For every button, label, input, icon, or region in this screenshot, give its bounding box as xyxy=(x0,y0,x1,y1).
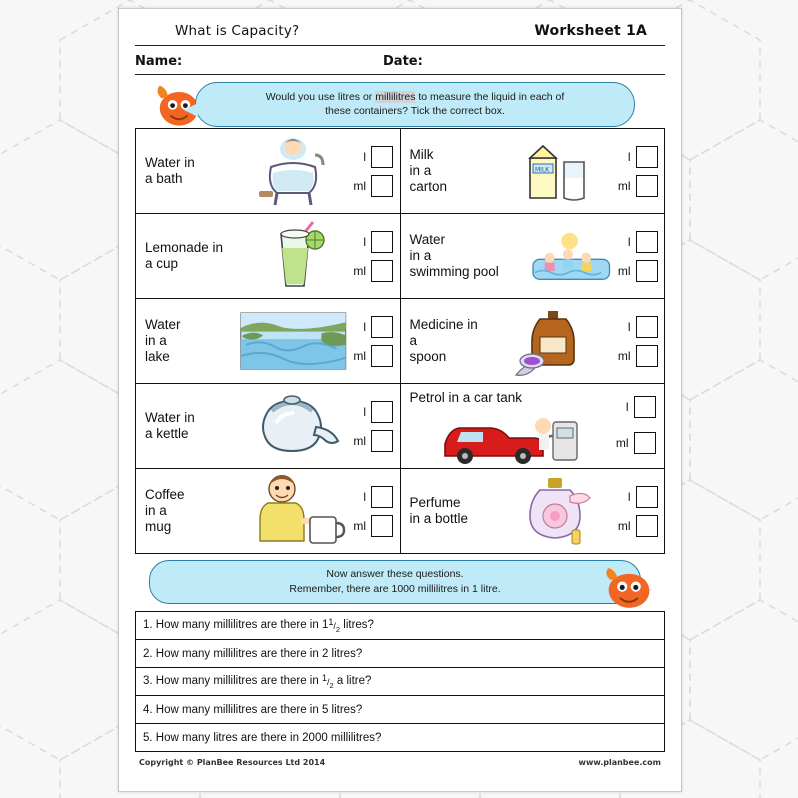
question-row xyxy=(136,696,665,724)
unit-millilitres-label: ml xyxy=(615,436,629,450)
milk-carton-picture xyxy=(502,129,615,213)
item-cell-petrol-car-tank xyxy=(400,384,665,469)
unit-millilitres-label: ml xyxy=(353,433,366,448)
tick-boxes xyxy=(350,231,400,282)
fraction-denominator: 2 xyxy=(335,624,341,634)
question-row xyxy=(136,612,665,640)
question-number: 2. xyxy=(143,647,153,660)
table-row xyxy=(136,129,665,214)
fraction-numerator: 1 xyxy=(321,672,327,683)
tick-boxes xyxy=(612,396,662,454)
table-row xyxy=(136,214,665,299)
unit-millilitres-label: ml xyxy=(353,263,366,278)
unit-litres-label: l xyxy=(363,149,366,164)
question-row xyxy=(136,668,665,696)
unit-millilitres-label: ml xyxy=(617,348,631,363)
fraction: $^1/_2$ xyxy=(328,616,341,634)
tick-boxes xyxy=(614,231,664,282)
question-cell[interactable] xyxy=(136,612,665,640)
item-label: Lemonade in a cup xyxy=(145,240,224,271)
item-cell-lemonade-cup xyxy=(136,214,401,299)
item-label: Milk in a carton xyxy=(409,147,448,194)
page-title: What is Capacity? xyxy=(175,23,300,39)
item-label: Water in a lake xyxy=(145,317,181,364)
question-cell[interactable] xyxy=(136,640,665,668)
unit-litres-label: l xyxy=(363,404,366,419)
tick-box-millilitres[interactable] xyxy=(371,345,393,367)
item-cell-swimming-pool xyxy=(400,214,665,299)
instruction-line1-post: to measure the liquid in each of xyxy=(415,91,565,103)
tick-box-litres[interactable] xyxy=(636,146,658,168)
instruction-line1-pre: Would you use litres or xyxy=(265,91,376,103)
instruction-area xyxy=(135,80,665,126)
svg-text:MILK: MILK xyxy=(534,166,549,174)
unit-litres-label: l xyxy=(625,400,629,414)
tick-boxes xyxy=(350,316,400,367)
name-date-row xyxy=(135,54,665,75)
item-label: Water in a bath xyxy=(145,155,195,186)
website-text[interactable]: www.planbee.com xyxy=(578,758,661,767)
tick-box-millilitres[interactable] xyxy=(636,515,658,537)
fraction-numerator: 1 xyxy=(328,616,334,627)
car-petrol-picture xyxy=(431,408,606,466)
question-row xyxy=(136,640,665,668)
question-text-pre: How many millilitres are there in 2 litres? xyxy=(155,647,363,660)
unit-litres-label: l xyxy=(363,489,366,504)
fraction-denominator: 2 xyxy=(329,680,334,690)
tick-box-millilitres[interactable] xyxy=(371,260,393,282)
instruction-line2: these containers? Tick the correct box. xyxy=(325,105,505,118)
unit-millilitres-label: ml xyxy=(353,348,366,363)
unit-litres-label: l xyxy=(363,319,366,334)
item-cell-coffee-mug xyxy=(136,469,401,554)
tick-box-millilitres[interactable] xyxy=(371,175,393,197)
question-text-pre: How many millilitres are there in 1 xyxy=(155,618,329,631)
unit-millilitres-label: ml xyxy=(617,178,631,193)
tick-box-millilitres[interactable] xyxy=(636,175,658,197)
question-cell[interactable] xyxy=(136,696,665,724)
tick-box-millilitres[interactable] xyxy=(636,345,658,367)
swimming-pool-picture xyxy=(528,214,615,298)
tick-boxes xyxy=(350,401,400,452)
question-number: 5. xyxy=(143,731,153,744)
tick-box-millilitres[interactable] xyxy=(636,260,658,282)
item-label: Perfume in a bottle xyxy=(409,495,469,526)
page-footer xyxy=(135,758,665,767)
question-text-pre: How many millilitres are there in xyxy=(155,674,322,687)
question-text-post: litres? xyxy=(340,618,374,631)
tick-box-litres[interactable] xyxy=(636,486,658,508)
copyright-text: Copyright © PlanBee Resources Ltd 2014 xyxy=(139,758,326,767)
item-label: Medicine in a spoon xyxy=(409,317,478,364)
item-cell-medicine-spoon xyxy=(400,299,665,384)
tick-box-litres[interactable] xyxy=(371,316,393,338)
tick-box-litres[interactable] xyxy=(371,231,393,253)
fish-mascot-icon-2 xyxy=(603,568,655,612)
questions-line1: Now answer these questions. xyxy=(326,568,464,580)
tick-box-litres[interactable] xyxy=(636,316,658,338)
tick-boxes xyxy=(614,146,664,197)
coffee-mug-picture xyxy=(237,469,350,553)
questions-bubble xyxy=(149,560,641,604)
tick-boxes xyxy=(614,486,664,537)
tick-box-litres[interactable] xyxy=(371,401,393,423)
question-text-post: a litre? xyxy=(333,674,372,687)
questions-line2: Remember, there are 1000 millilitres in 1 litre. xyxy=(289,582,501,595)
questions-table xyxy=(135,611,665,752)
lemonade-cup-picture xyxy=(237,214,350,298)
question-text-pre: How many millilitres are there in 5 litres? xyxy=(155,703,363,716)
item-cell-perfume-bottle xyxy=(400,469,665,554)
fraction: $^1/_2$ xyxy=(321,672,334,690)
unit-litres-label: l xyxy=(363,234,366,249)
tick-boxes xyxy=(350,486,400,537)
bathtub-picture xyxy=(237,129,350,213)
question-cell[interactable] xyxy=(136,668,665,696)
unit-millilitres-label: ml xyxy=(353,178,366,193)
item-cell-milk-carton xyxy=(400,129,665,214)
table-row xyxy=(136,384,665,469)
kettle-picture xyxy=(237,384,350,468)
item-cell-water-lake xyxy=(136,299,401,384)
tick-box-millilitres[interactable] xyxy=(371,515,393,537)
item-cell-water-kettle xyxy=(136,384,401,469)
tick-box-litres[interactable] xyxy=(371,146,393,168)
table-row xyxy=(136,469,665,554)
tick-boxes xyxy=(350,146,400,197)
item-cell-water-bath xyxy=(136,129,401,214)
unit-litres-label: l xyxy=(627,319,631,334)
question-text-pre: How many litres are there in 2000 millilitres? xyxy=(155,731,382,744)
question-number: 1. xyxy=(143,618,153,631)
tick-box-millilitres[interactable] xyxy=(371,430,393,452)
instruction-line1-highlight: millilitres xyxy=(375,91,416,103)
question-number: 3. xyxy=(143,674,153,687)
unit-millilitres-label: ml xyxy=(617,518,631,533)
tick-box-litres[interactable] xyxy=(634,396,656,418)
item-label: Petrol in a car tank xyxy=(409,390,523,405)
question-number: 4. xyxy=(143,703,153,716)
worksheet-number: Worksheet 1A xyxy=(534,23,647,39)
tick-box-litres[interactable] xyxy=(371,486,393,508)
tick-boxes xyxy=(614,316,664,367)
item-label: Water in a swimming pool xyxy=(409,232,499,279)
worksheet-header xyxy=(135,23,665,46)
tick-box-millilitres[interactable] xyxy=(634,432,656,454)
capacity-table xyxy=(135,128,665,554)
medicine-spoon-picture xyxy=(502,299,615,383)
unit-litres-label: l xyxy=(627,234,631,249)
perfume-bottle-picture xyxy=(502,469,615,553)
worksheet-page xyxy=(118,8,682,792)
question-row xyxy=(136,724,665,752)
question-cell[interactable] xyxy=(136,724,665,752)
questions-intro-area xyxy=(135,560,665,610)
unit-millilitres-label: ml xyxy=(353,518,366,533)
date-label: Date: xyxy=(383,54,423,69)
tick-box-litres[interactable] xyxy=(636,231,658,253)
instruction-bubble xyxy=(195,82,635,127)
lake-picture xyxy=(237,299,350,383)
name-label: Name: xyxy=(135,54,183,69)
unit-litres-label: l xyxy=(627,489,631,504)
item-label: Water in a kettle xyxy=(145,410,195,441)
item-label: Coffee in a mug xyxy=(145,487,185,534)
unit-millilitres-label: ml xyxy=(617,263,631,278)
table-row xyxy=(136,299,665,384)
unit-litres-label: l xyxy=(627,149,631,164)
